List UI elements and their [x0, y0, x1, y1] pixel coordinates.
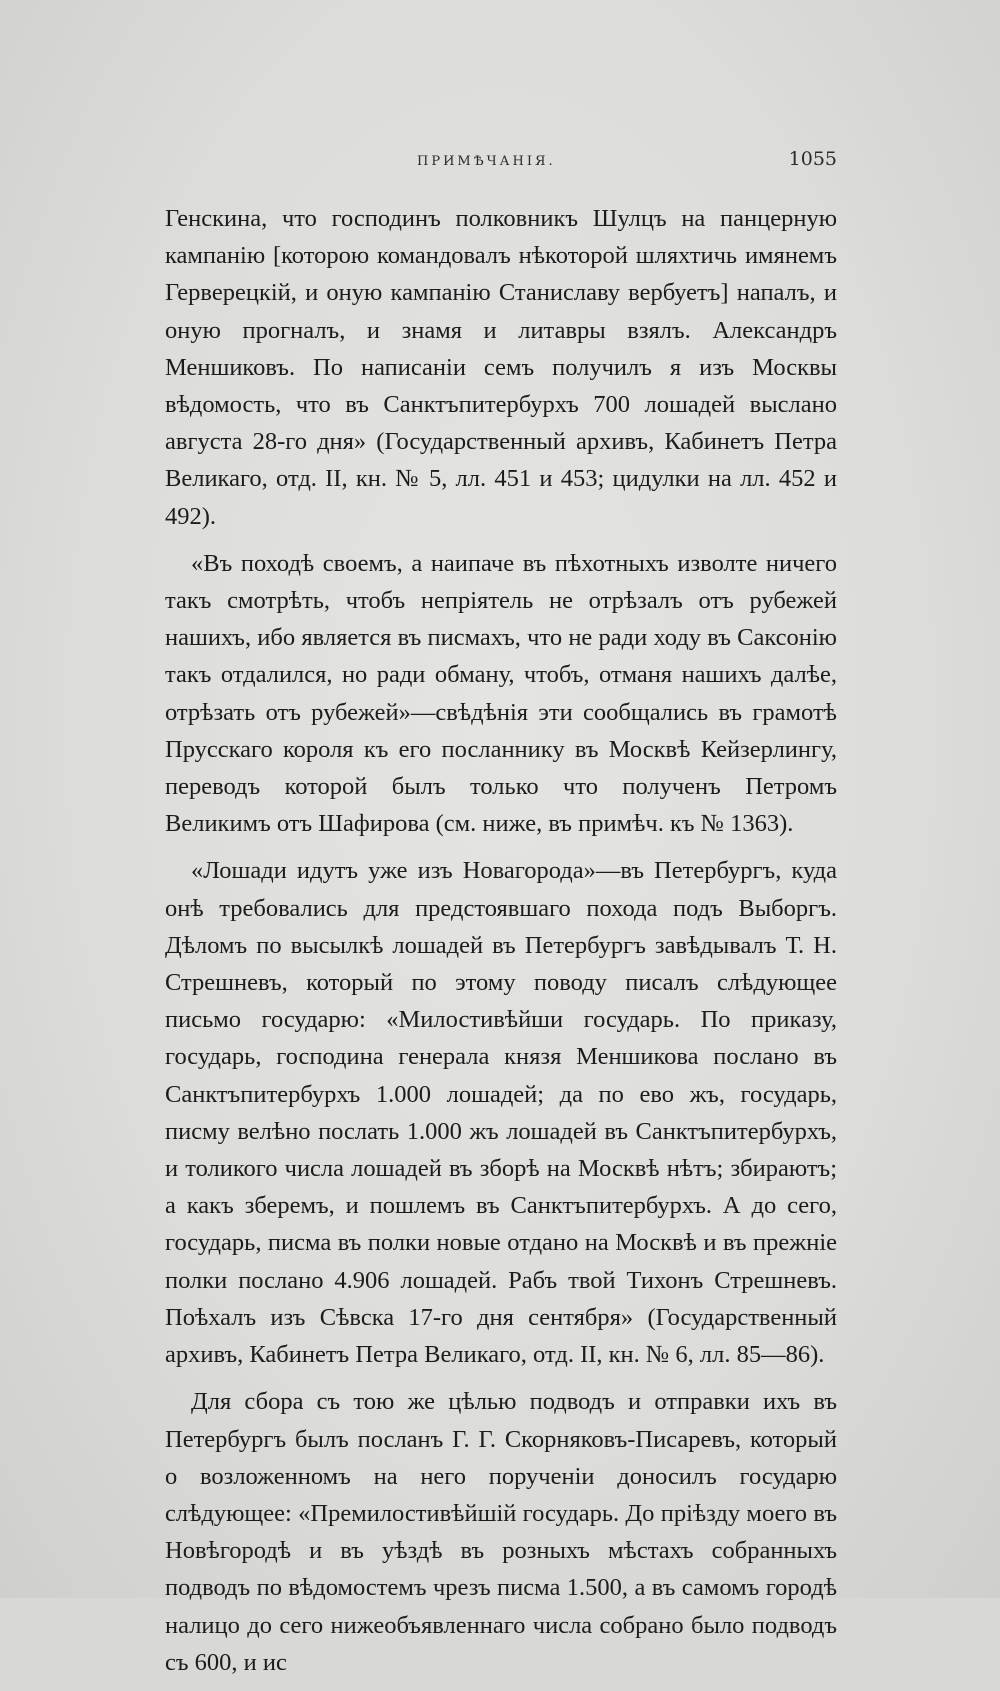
paragraph-continuation: Генскина, что господинъ полковникъ Шулцъ на панцерную кампанію [которою командовалъ нѣкоторой шляхтичь имянемъ Герверецкій, и оную кампанію Станиславу вербуетъ] напалъ, и оную прогналъ, и знамя и литавры взялъ. Александръ Меншиковъ. По написаніи семъ получилъ я изъ Москвы вѣдомость, что въ Санктъпитербурхъ 700 лошадей выслано августа 28-го дня» (Государственный архивъ, Кабинетъ Петра Великаго, отд. II, кн. № 5, лл. 451 и 453; цидулки на лл. 452 и 492).: [165, 205, 837, 530]
page-header: [165, 148, 837, 178]
running-title: ПРИМѢЧАНІЯ.: [417, 154, 556, 169]
paragraph: «Въ походѣ своемъ, а наипаче въ пѣхотныхъ изволте ничего такъ смотрѣть, чтобъ непріятель не отрѣзалъ отъ рубежей нашихъ, ибо является въ писмахъ, что не ради ходу въ Саксонію такъ отдалился, но ради обману, чтобъ, отманя нашихъ далѣе, отрѣзать отъ рубежей»—свѣдѣнія эти сообщались въ грамотѣ Прусскаго короля къ его посланнику въ Москвѣ Кейзерлингу, переводъ которой былъ только что полученъ Петромъ Великимъ отъ Шафирова (см. ниже, въ примѣч. къ № 1363).: [165, 549, 837, 838]
body-text: [165, 200, 837, 1691]
paragraph: «Лошади идутъ уже изъ Новагорода»—въ Петербургъ, куда онѣ требовались для предстоявшаго похода подъ Выборгъ. Дѣломъ по высылкѣ лошадей въ Петербургъ завѣдывалъ Т. Н. Стрешневъ, который по этому поводу писалъ слѣдующее письмо государю: «Милостивѣйши государь. По приказу, государь, господина генерала князя Меншикова послано въ Санктъпитербурхъ 1.000 лошадей; да по ево жъ, государь, писму велѣно послать 1.000 жъ лошадей въ Санктъпитербурхъ, и толикого числа лошадей въ зборѣ на Москвѣ нѣтъ; збираютъ; а какъ зберемъ, и пошлемъ въ Санктъпитербурхъ. А до сего, государь, писма въ полки новые отдано на Москвѣ и въ прежніе полки послано 4.906 лошадей. Рабъ твой Тихонъ Стрешневъ. Поѣхалъ изъ Сѣвска 17-го дня сентября» (Государственный архивъ, Кабинетъ Петра Великаго, отд. II, кн. № 6, лл. 85—86).: [165, 857, 837, 1369]
paragraph: Для сбора съ тою же цѣлью подводъ и отправки ихъ въ Петербургъ былъ посланъ Г. Г. Скорняковъ-Писаревъ, который о возложенномъ на него порученіи доносилъ государю слѣдующее: «Премилостивѣйшій государь. До пріѣзду моего въ Новѣгородѣ и въ уѣздѣ въ розныхъ мѣстахъ собранныхъ подводъ по вѣдомостемъ чрезъ писма 1.500, а въ самомъ городѣ налицо до сего нижеобъявленнаго числа собрано было подводъ съ 600, и ис: [165, 1388, 837, 1676]
page-number: 1055: [788, 148, 837, 170]
